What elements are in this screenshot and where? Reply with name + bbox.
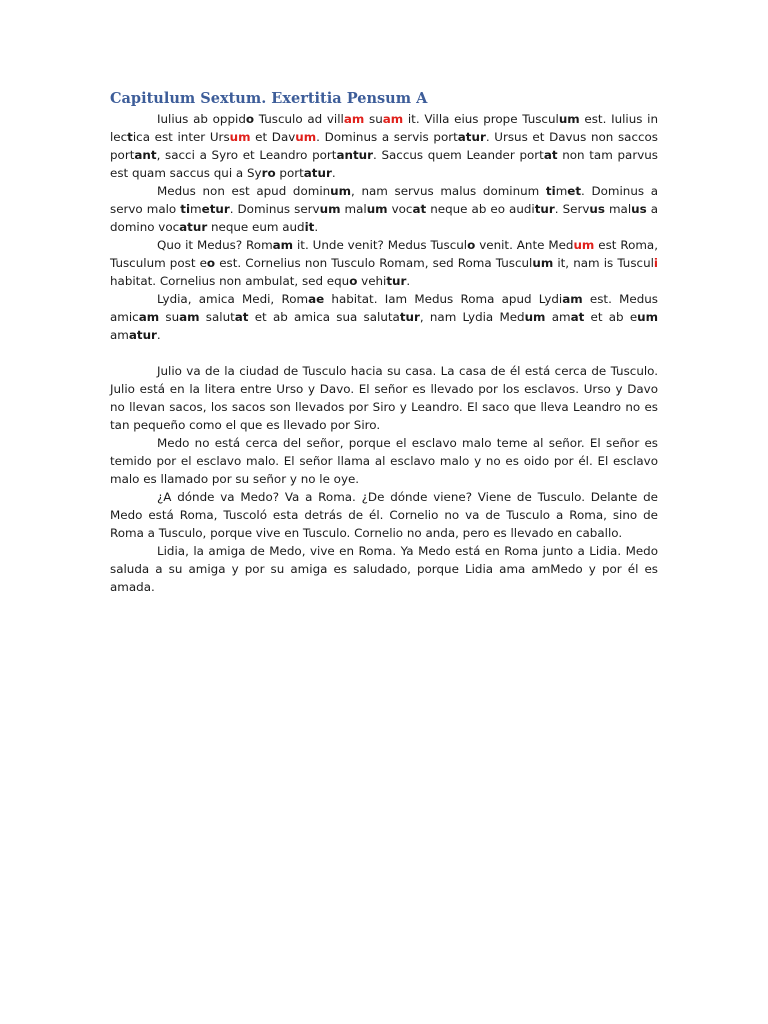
bold-ending: o [349,274,358,288]
bold-ending: us [589,202,605,216]
bold-ending: at [570,310,585,324]
bold-ending: um [330,184,352,198]
bold-ending: atur [179,220,208,234]
spanish-paragraph: Julio va de la ciudad de Tusculo hacia su casa. La casa de él está cerca de Tusculo. Julio está en la litera entre Urso y Davo. El señor es llevado por los esclavos. Urso y Davo no llevan sacos, los sacos son llevados por Siro y Leandro. El saco que lleva Leandro no es tan pequeño como el que es llevado por Siro. [110,364,658,432]
highlighted-ending: um [229,130,251,144]
latin-paragraph: Quo it Medus? Romam it. Unde venit? Medus Tusculo venit. Ante Medum est Roma, Tusculum post eo est. Cornelius non Tusculo Romam, sed Roma Tusculum it, nam is Tusculi habitat. Cornelius non ambulat, sed equo vehitur. [110,238,658,288]
bold-ending: am [562,292,583,306]
bold-ending: antur [336,148,373,162]
bold-ending: um [558,112,580,126]
bold-ending: atur [303,166,332,180]
latin-section [110,110,658,344]
bold-ending: am [138,310,160,324]
bold-ending: um [366,202,388,216]
bold-ending: us [631,202,647,216]
spanish-section [110,362,658,596]
bold-ending: um [524,310,546,324]
document-title: Capitulum Sextum. Exertitia Pensum A [110,90,428,107]
latin-paragraph: Iulius ab oppido Tusculo ad villam suam it. Villa eius prope Tusculum est. Iulius in lectica est inter Ursum et Davum. Dominus a servis portatur. Ursus et Davus non saccos portant, sacci a Syro et Leandro portantur. Saccus quem Leander portat non tam parvus est quam saccus qui a Syro portatur. [110,112,659,180]
highlighted-ending: i [653,256,658,270]
highlighted-ending: am [343,112,365,126]
highlighted-ending: am [382,112,404,126]
bold-ending: at [234,310,249,324]
bold-ending: it [304,220,315,234]
bold-ending: etur [201,202,230,216]
bold-ending: at [412,202,427,216]
bold-ending: tur [399,310,420,324]
bold-ending: ti [545,184,556,198]
bold-ending: o [467,238,476,252]
latin-paragraph: Medus non est apud dominum, nam servus malus dominum timet. Dominus a servo malo timetur. Dominus servum malum vocat neque ab eo auditur. Servus malus a domino vocatur neque eum audit. [110,184,659,234]
bold-ending: ant [134,148,157,162]
highlighted-ending: um [295,130,317,144]
bold-ending: ae [308,292,325,306]
bold-ending: o [206,256,216,270]
bold-ending: um [532,256,554,270]
bold-ending: at [543,148,558,162]
section-gap [110,344,658,362]
bold-ending: am [272,238,294,252]
bold-ending: t [127,130,133,144]
spanish-paragraph: ¿A dónde va Medo? Va a Roma. ¿De dónde viene? Viene de Tusculo. Delante de Medo está Roma, Tuscoló esta detrás de él. Cornelio no va de Tusculo a Roma, sino de Roma a Tusculo, porque vive en Tusculo. Cornelio no anda, pero es llevado en caballo. [110,490,658,540]
bold-ending: et [567,184,582,198]
bold-ending: atur [128,328,157,342]
bold-ending: um [319,202,341,216]
bold-ending: tur [386,274,407,288]
spanish-paragraph: Medo no está cerca del señor, porque el esclavo malo teme al señor. El señor es temido por el esclavo malo. El señor llama al esclavo malo y no es oido por él. El esclavo malo es llamado por su señor y no le oye. [110,436,658,486]
bold-ending: am [179,310,200,324]
spanish-paragraph: Lidia, la amiga de Medo, vive en Roma. Ya Medo está en Roma junto a Lidia. Medo saluda a su amiga y por su amiga es saludado, porque Lidia ama amMedo y por él es amada. [110,544,658,594]
bold-ending: tur [534,202,555,216]
bold-ending: ti [180,202,191,216]
document-body [110,88,658,596]
bold-ending: ro [261,166,276,180]
highlighted-ending: um [573,238,595,252]
bold-ending: atur [457,130,486,144]
bold-ending: o [245,112,255,126]
latin-paragraph: Lydia, amica Medi, Romae habitat. Iam Medus Roma apud Lydiam est. Medus amicam suam salutat et ab amica sua salutatur, nam Lydia Medum amat et ab eum amatur. [110,292,659,342]
bold-ending: um [637,310,659,324]
